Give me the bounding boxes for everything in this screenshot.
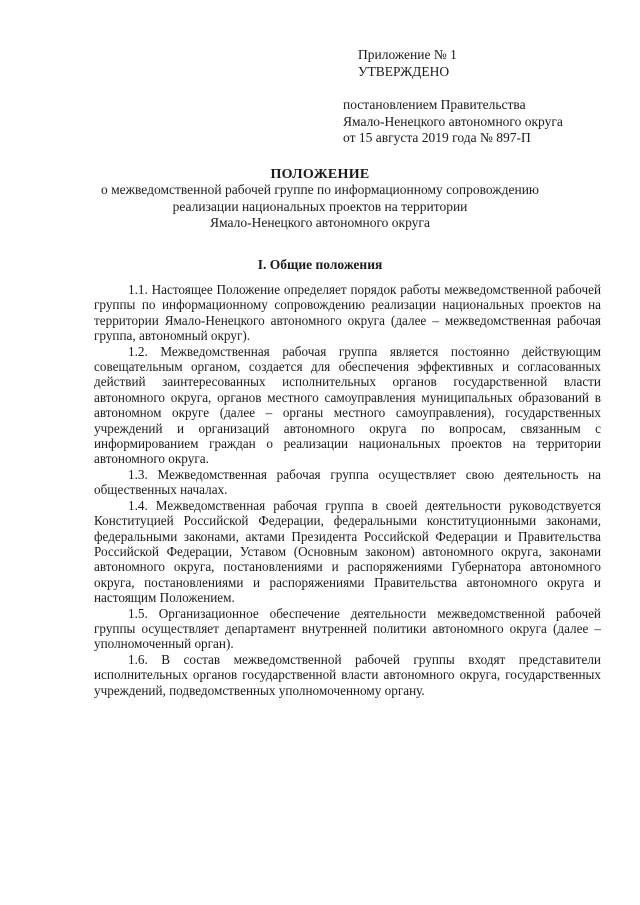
section-heading: I. Общие положения — [257, 257, 383, 272]
paragraph-1-4: 1.4. Межведомственная рабочая группа в своей деятельности руководствуется Конституцией Российской Федерации, федеральными конституционными законами, федеральными законами, актами Президента Российской Федерации и Правительства Российской Федерации, Уставом (Основным законом) автономного округа, законами автономного округа, постановлениями и распоряжениями Губернатора автономного округа, постановлениями и распоряжениями Правительства автономного округа и настоящим Положением. — [94, 497, 601, 606]
subtitle-line: реализации национальных проектов на территории — [172, 198, 468, 214]
subtitle-line: о межведомственной рабочей группе по информационному сопровождению — [100, 182, 540, 197]
document-subtitle — [60, 182, 580, 232]
section-body — [94, 282, 601, 698]
paragraph-1-3: 1.3. Межведомственная рабочая группа осуществляет свою деятельность на общественных началах. — [94, 466, 601, 498]
appendix-block — [358, 46, 457, 80]
paragraph-1-1: 1.1. Настоящее Положение определяет порядок работы межведомственной рабочей группы по информационному сопровождению реализации национальных проектов на территории Ямало-Ненецкого автономного округа (далее – межведомственная рабочая группа, автономный округ). — [94, 282, 601, 344]
paragraph-1-2: 1.2. Межведомственная рабочая группа является постоянно действующим совещательным органом, создается для обеспечения эффективных и согласованных действий заинтересованных исполнительных органов государственной власти автономного округа, органов местного самоуправления муниципальных образований в автономном округе (далее – органы местного самоуправления), государственных учреждений и организаций автономного округа по вопросам, связанным с информированием граждан о реализации национальных проектов на территории автономного округа. — [94, 343, 601, 467]
approved-label: УТВЕРЖДЕНО — [358, 64, 450, 79]
subtitle-line: Ямало-Ненецкого автономного округа — [210, 215, 430, 230]
appendix-label: Приложение № 1 — [358, 47, 457, 62]
paragraph-1-5: 1.5. Организационное обеспечение деятельности межведомственной рабочей группы осуществляет департамент внутренней политики автономного округа (далее – уполномоченный орган). — [94, 605, 601, 652]
decree-line: Ямало-Ненецкого автономного округа — [343, 113, 563, 129]
document-title: ПОЛОЖЕНИЕ — [270, 167, 370, 182]
decree-line: от 15 августа 2019 года № 897-П — [343, 130, 531, 145]
decree-block — [343, 97, 563, 147]
decree-line: постановлением Правительства — [343, 97, 526, 112]
paragraph-1-6: 1.6. В состав межведомственной рабочей группы входят представители исполнительных органов государственной власти автономного округа, государственных учреждений, подведомственных уполномоченному органу. — [94, 651, 601, 698]
